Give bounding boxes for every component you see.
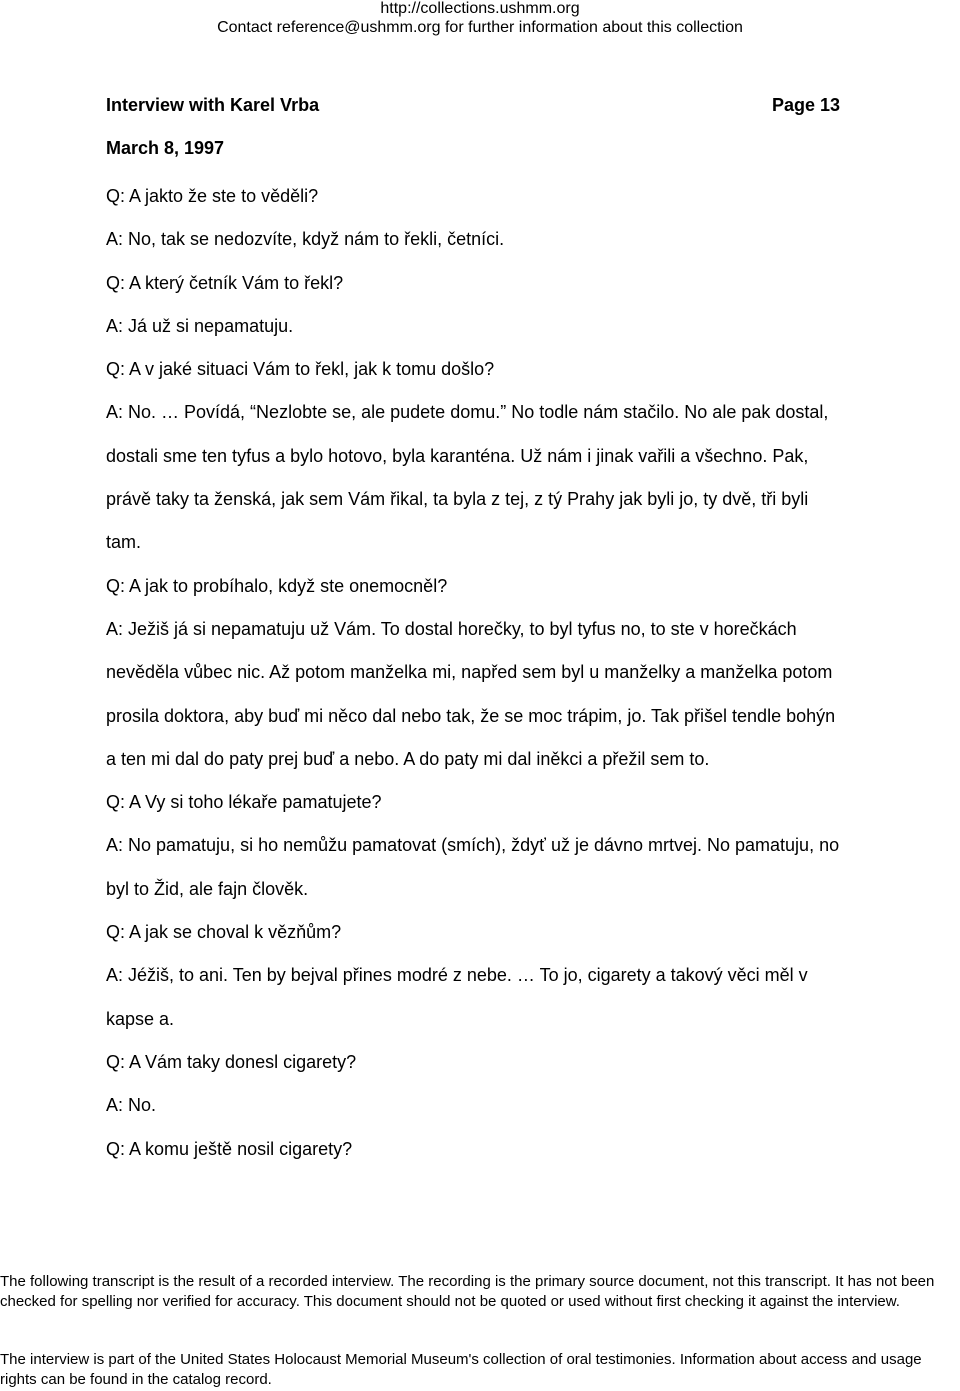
transcript-paragraph: Q: A jakto že ste to věděli?: [106, 186, 319, 206]
footer-disclaimer: The following transcript is the result of a recorded interview. The recording is the primary source document, not this transcript. It has not been checked for spelling nor verified for accuracy. This document should not be quoted or used without first checking it against the interview.: [0, 1273, 935, 1310]
transcript-paragraph: Q: A který četník Vám to řekl?: [106, 272, 344, 293]
transcript-paragraph: Q: A Vy si toho lékaře pamatujete?: [106, 792, 382, 813]
transcript-paragraph: A: No pamatuju, si ho nemůžu pamatovat (smích), ždyť už je dávno mrtvej. No pamatuju, no byl to Žid, ale fajn člověk.: [106, 835, 840, 899]
transcript-paragraph: A: No, tak se nedozvíte, když nám to řekli, četníci.: [106, 229, 505, 250]
header-contact: Contact reference@ushmm.org for further information about this collection: [217, 19, 743, 36]
transcript-paragraph: Q: A v jaké situaci Vám to řekl, jak k tomu došlo?: [106, 359, 495, 380]
transcript-paragraph: A: Ježiš já si nepamatuju už Vám. To dostal horečky, to byl tyfus no, to ste v horečkách nevěděla vůbec nic. Až potom manželka mi, napřed sem byl u manželky a manželka potom prosila doktora, aby buď mi něco dal nebo tak, že se moc trápim, jo. Tak přišel tendle bohýn a ten mi dal do paty prej buď a nebo. A do paty mi dal iněkci a přežil sem to.: [106, 618, 836, 769]
transcript-paragraph: Q: A jak to probíhalo, když ste onemocněl?: [106, 575, 448, 596]
interview-date: March 8, 1997: [106, 138, 225, 158]
header-url[interactable]: http://collections.ushmm.org: [380, 0, 580, 17]
footer-collection-note: The interview is part of the United States Holocaust Memorial Museum's collection of oral testimonies. Information about access and usage rights can be found in the catalog record.: [0, 1351, 922, 1388]
transcript-paragraph: A: No.: [106, 1095, 157, 1116]
transcript-paragraph: A: Já už si nepamatuju.: [106, 315, 294, 336]
page-title: Interview with Karel Vrba: [106, 95, 320, 115]
transcript-paragraph: A: Jéžiš, to ani. Ten by bejval přines modré z nebe. … To jo, cigarety a takový věci měl v kapse a.: [106, 965, 808, 1029]
transcript-paragraph: Q: A komu ještě nosil cigarety?: [106, 1138, 353, 1159]
page-title-row: [106, 94, 840, 116]
transcript-body: [106, 175, 846, 1171]
transcript-paragraph: A: No. … Povídá, “Nezlobte se, ale pudete domu.” No todle nám stačilo. No ale pak dostal, dostali sme ten tyfus a bylo hotovo, byla karanténa. Už nám i jinak vařili a všechno. Pak, právě taky ta ženská, jak sem Vám řikal, ta byla z tej, z tý Prahy jak byli jo, ty dvě, tři byli tam.: [106, 402, 829, 553]
transcript-paragraph: Q: A Vám taky donesl cigarety?: [106, 1051, 357, 1072]
page-number: Page 13: [771, 95, 840, 115]
transcript-paragraph: Q: A jak se choval k vězňům?: [106, 922, 342, 943]
